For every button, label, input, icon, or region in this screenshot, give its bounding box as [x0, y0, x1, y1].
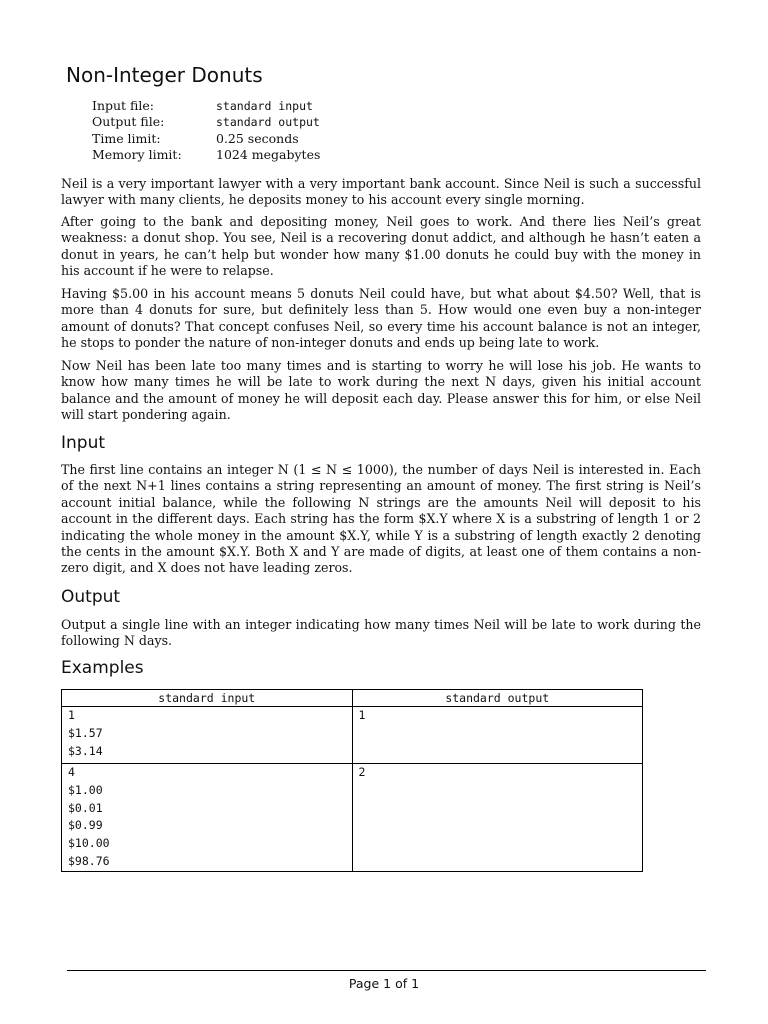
example-input-line: 4	[68, 765, 75, 779]
example-output-line: 2	[358, 765, 366, 779]
problem-title: Non-Integer Donuts	[66, 63, 263, 87]
example-input-line: $1.57	[68, 725, 103, 740]
example-input-line: $1.00	[68, 782, 103, 797]
examples-header-row	[62, 690, 643, 707]
output-heading: Output	[61, 587, 121, 607]
example-output-line: 1	[358, 708, 366, 722]
example-output-cell	[352, 764, 643, 872]
examples-table	[61, 689, 643, 872]
statement-paragraph-4: Now Neil has been late too many times and is starting to worry he will lose his job. He wants to know how many times he will be late to work during the next N days, given his initial account balance and the amount of money he will deposit each day. Please answer this for him, or else Neil will start pondering again.	[61, 358, 701, 423]
example-row	[62, 707, 643, 764]
statement-paragraph-2: After going to the bank and depositing money, Neil goes to work. And there lies Neil’s great weakness: a donut shop. You see, Neil is a recovering donut addict, and although he hasn’t eaten a donut in years, he can’t help but wonder how many $1.00 donuts he could buy with the money in his account if he were to relapse.	[61, 214, 701, 279]
memory-limit-value: 1024 megabytes	[216, 147, 321, 163]
example-input-line: $98.76	[68, 853, 110, 868]
column-header-input: standard input	[62, 690, 353, 707]
output-file-label: Output file:	[92, 114, 165, 130]
output-file-row	[92, 114, 320, 130]
examples-heading: Examples	[61, 658, 144, 678]
example-input-cell	[62, 764, 353, 872]
page-number: Page 1 of 1	[348, 976, 420, 991]
problem-limits	[92, 98, 320, 164]
output-description: Output a single line with an integer indicating how many times Neil will be late to work during the following N days.	[61, 617, 701, 649]
input-file-value: standard input	[216, 99, 313, 113]
memory-limit-row	[92, 147, 320, 163]
time-limit-value: 0.25 seconds	[216, 130, 299, 146]
input-file-label: Input file:	[92, 98, 154, 113]
output-file-value: standard output	[216, 115, 320, 130]
example-input-cell	[62, 707, 353, 764]
example-input-line: 1	[68, 708, 75, 722]
statement-paragraph-1: Neil is a very important lawyer with a very important bank account. Since Neil is such a successful lawyer with many clients, he deposits money to his account every single morning.	[61, 176, 701, 208]
example-input-line: $3.14	[68, 743, 103, 758]
input-file-row	[92, 98, 320, 114]
input-description: The first line contains an integer N (1 ≤ N ≤ 1000), the number of days Neil is interested in. Each of the next N+1 lines contains a string representing an amount of money. The first string is Neil’s account initial balance, while the following N strings are the amounts Neil will deposit to his account in the different days. Each string has the form $X.Y where X is a substring of length 1 or 2 indicating the whole money in the amount $X.Y, while Y is a substring of length exactly 2 denoting the cents in the amount $X.Y. Both X and Y are made of digits, at least one of them contains a non-zero digit, and X does not have leading zeros.	[61, 462, 701, 576]
statement-paragraph-3: Having $5.00 in his account means 5 donuts Neil could have, but what about $4.50? Well, that is more than 4 donuts for sure, but definitely less than 5. How would one even buy a non-integer amount of donuts? That concept confuses Neil, so every time his account balance is not an integer, he stops to ponder the nature of non-integer donuts and ends up being late to work.	[61, 286, 701, 351]
example-output-cell	[352, 707, 643, 764]
example-input-line: $10.00	[68, 836, 110, 851]
time-limit-row	[92, 131, 320, 147]
input-heading: Input	[61, 433, 106, 453]
footer-divider	[67, 970, 706, 971]
example-input-line: $0.01	[68, 800, 103, 815]
example-input-line: $0.99	[68, 818, 103, 833]
example-row	[62, 764, 643, 872]
column-header-output: standard output	[352, 690, 643, 707]
memory-limit-label: Memory limit:	[92, 147, 182, 163]
time-limit-label: Time limit:	[92, 130, 161, 146]
